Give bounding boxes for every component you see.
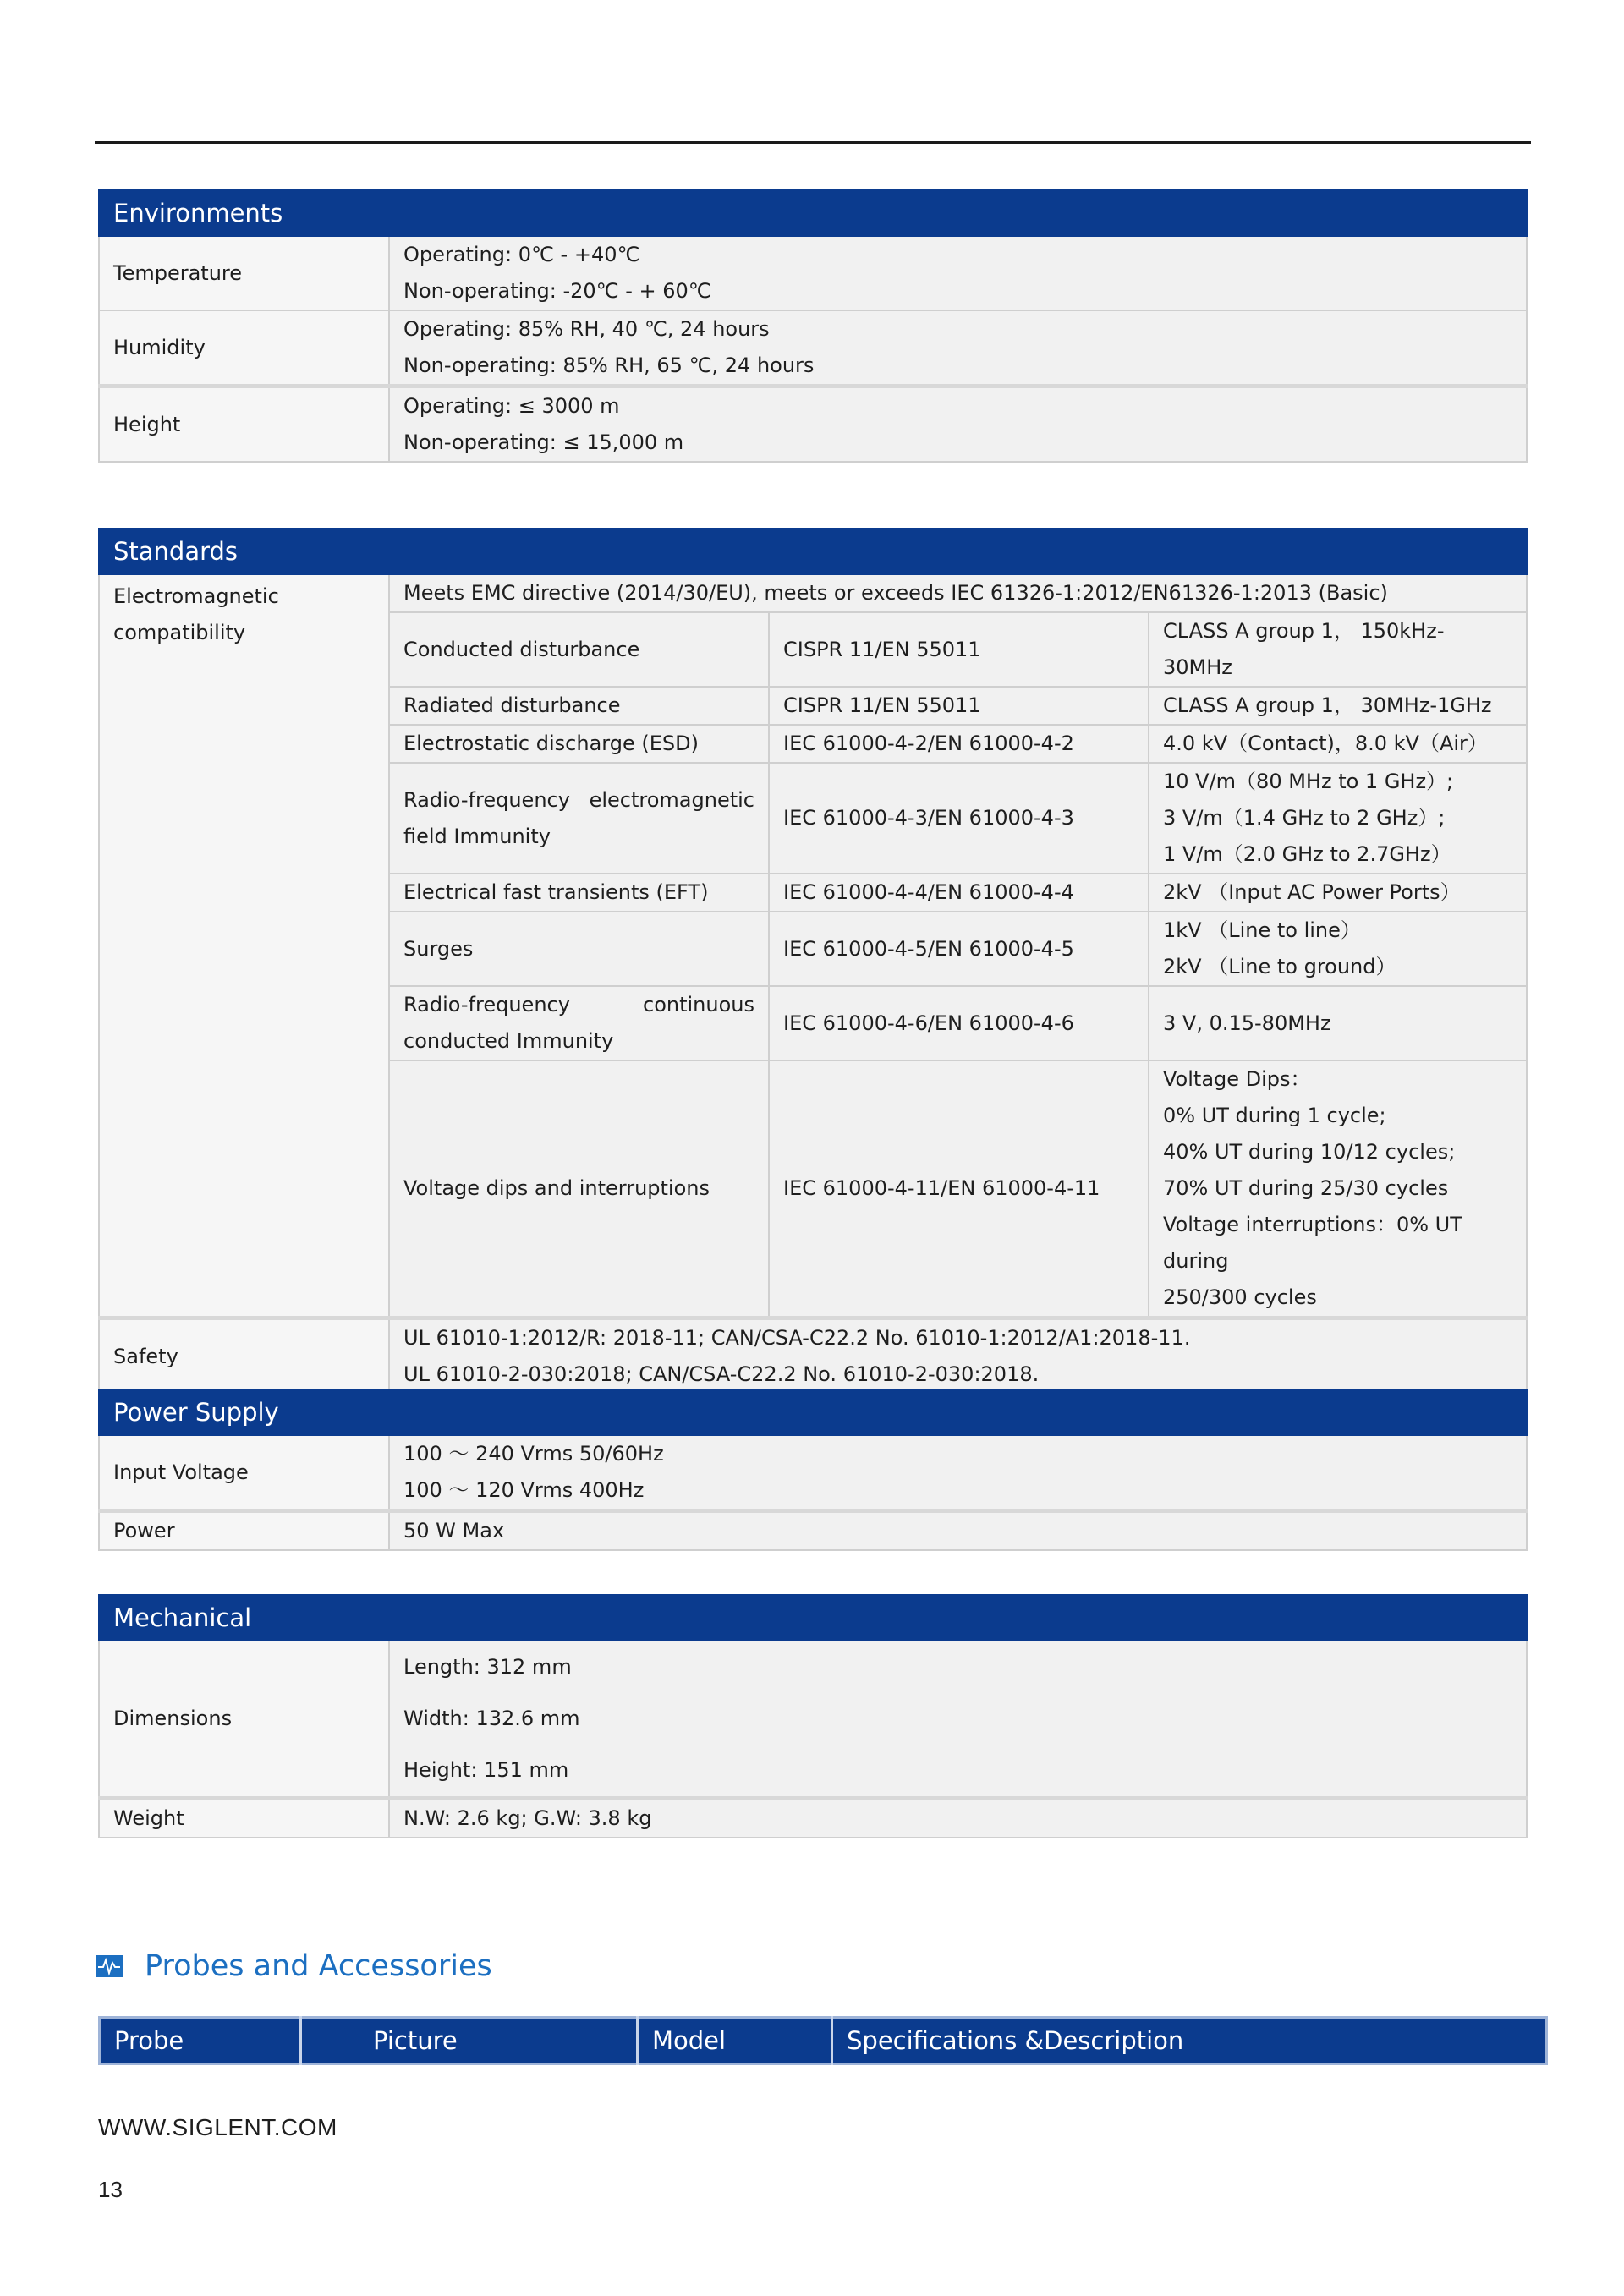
probes-title: Probes and Accessories <box>145 1949 492 1983</box>
input-voltage-label: Input Voltage <box>99 1435 389 1511</box>
humidity-value <box>389 310 1527 386</box>
emc-level <box>1149 1060 1527 1318</box>
emc-test: Surges <box>389 912 769 986</box>
emc-standard: IEC 61000-4-11/EN 61000-4-11 <box>769 1060 1149 1318</box>
emc-level-line: 250/300 cycles <box>1163 1285 1317 1309</box>
height-non-operating: Non-operating: ≤ 15,000 m <box>403 430 684 454</box>
emc-test: Electrical fast transients (EFT) <box>389 874 769 912</box>
input-voltage-line: 100 ～ 240 Vrms 50/60Hz <box>403 1442 664 1466</box>
safety-line: UL 61010-1:2012/R: 2018-11; CAN/CSA-C22.2 No. 61010-1:2012/A1:2018-11. <box>403 1326 1191 1350</box>
height-operating: Operating: ≤ 3000 m <box>403 394 620 418</box>
input-voltage-value <box>389 1435 1527 1511</box>
environments-table <box>98 189 1528 463</box>
humidity-operating: Operating: 85% RH, 40 ℃, 24 hours <box>403 317 770 341</box>
emc-test <box>389 763 769 874</box>
input-voltage-line: 100 ～ 120 Vrms 400Hz <box>403 1478 645 1502</box>
emc-level-line: 2kV （Line to ground） <box>1163 955 1396 978</box>
footer-url: WWW.SIGLENT.COM <box>98 2114 337 2140</box>
power-value: 50 W Max <box>389 1511 1527 1551</box>
temperature-label: Temperature <box>99 236 389 310</box>
page-number: 13 <box>98 2177 123 2202</box>
emc-level-line: 1 V/m（2.0 GHz to 2.7GHz） <box>1163 842 1451 866</box>
picture-column-header: Picture <box>301 2018 638 2064</box>
emc-standard: CISPR 11/EN 55011 <box>769 612 1149 687</box>
humidity-non-operating: Non-operating: 85% RH, 65 ℃, 24 hours <box>403 353 815 377</box>
probes-table <box>98 2016 1548 2065</box>
emc-standard: IEC 61000-4-5/EN 61000-4-5 <box>769 912 1149 986</box>
power-supply-table <box>98 1389 1528 1551</box>
emc-level-line: 0% UT during 1 cycle; <box>1163 1104 1386 1127</box>
emc-level: 2kV （Input AC Power Ports） <box>1149 874 1527 912</box>
emc-level-line: Voltage Dips： <box>1163 1067 1311 1091</box>
emc-level-line: 1kV （Line to line） <box>1163 918 1361 942</box>
mechanical-title: Mechanical <box>99 1595 1527 1641</box>
emc-level-line: Voltage interruptions：0% UT during <box>1163 1213 1462 1273</box>
emc-level: 4.0 kV（Contact)，8.0 kV（Air） <box>1149 725 1527 763</box>
emc-test: Electrostatic discharge (ESD) <box>389 725 769 763</box>
emc-standard: IEC 61000-4-6/EN 61000-4-6 <box>769 986 1149 1060</box>
emc-standard: IEC 61000-4-4/EN 61000-4-4 <box>769 874 1149 912</box>
mechanical-table <box>98 1594 1528 1838</box>
emc-label: Electromagnetic compatibility <box>99 574 389 1318</box>
temperature-value <box>389 236 1527 310</box>
weight-value: N.W: 2.6 kg; G.W: 3.8 kg <box>389 1799 1527 1838</box>
dimension-height: Height: 151 mm <box>403 1758 569 1782</box>
probe-column-header: Probe <box>100 2018 301 2064</box>
header-rule <box>95 141 1531 144</box>
emc-level: CLASS A group 1， 150kHz-30MHz <box>1149 612 1527 687</box>
safety-line: UL 61010-2-030:2018; CAN/CSA-C22.2 No. 61010-2-030:2018. <box>403 1362 1040 1386</box>
emc-test-line: field Immunity <box>403 824 551 848</box>
humidity-label: Humidity <box>99 310 389 386</box>
power-label: Power <box>99 1511 389 1551</box>
dimension-length: Length: 312 mm <box>403 1655 572 1679</box>
dimension-width: Width: 132.6 mm <box>403 1707 580 1730</box>
emc-standard: CISPR 11/EN 55011 <box>769 687 1149 725</box>
emc-level: 3 V, 0.15-80MHz <box>1149 986 1527 1060</box>
emc-test-line: conducted Immunity <box>403 1029 614 1053</box>
specifications-column-header: Specifications &Description <box>832 2018 1547 2064</box>
standards-table <box>98 528 1528 1395</box>
emc-level <box>1149 763 1527 874</box>
emc-test-line: Radio-frequency electromagnetic <box>403 787 754 812</box>
weight-label: Weight <box>99 1799 389 1838</box>
safety-label: Safety <box>99 1318 389 1395</box>
emc-intro: Meets EMC directive (2014/30/EU), meets or exceeds IEC 61326-1:2012/EN61326-1:2013 (Basic) <box>389 574 1527 612</box>
emc-test-line: Radio-frequency continuous <box>403 993 754 1016</box>
safety-value <box>389 1318 1527 1395</box>
power-supply-title: Power Supply <box>99 1389 1527 1435</box>
dimensions-value <box>389 1641 1527 1799</box>
emc-standard: IEC 61000-4-3/EN 61000-4-3 <box>769 763 1149 874</box>
emc-level: CLASS A group 1， 30MHz-1GHz <box>1149 687 1527 725</box>
temperature-operating: Operating: 0℃ - +40℃ <box>403 243 640 266</box>
standards-title: Standards <box>99 529 1527 574</box>
emc-level-line: 10 V/m（80 MHz to 1 GHz）; <box>1163 770 1454 793</box>
emc-level-line: 40% UT during 10/12 cycles; <box>1163 1140 1456 1164</box>
emc-test: Conducted disturbance <box>389 612 769 687</box>
model-column-header: Model <box>638 2018 832 2064</box>
emc-level-line: 3 V/m（1.4 GHz to 2 GHz）; <box>1163 806 1446 830</box>
temperature-non-operating: Non-operating: -20℃ - + 60℃ <box>403 279 711 303</box>
emc-level-line: 70% UT during 25/30 cycles <box>1163 1176 1449 1200</box>
emc-test: Radiated disturbance <box>389 687 769 725</box>
height-label: Height <box>99 386 389 463</box>
emc-test: Voltage dips and interruptions <box>389 1060 769 1318</box>
waveform-icon <box>96 1955 123 1977</box>
emc-test <box>389 986 769 1060</box>
emc-level <box>1149 912 1527 986</box>
probes-heading <box>96 1945 492 1987</box>
environments-title: Environments <box>99 190 1527 236</box>
height-value <box>389 386 1527 463</box>
emc-standard: IEC 61000-4-2/EN 61000-4-2 <box>769 725 1149 763</box>
dimensions-label: Dimensions <box>99 1641 389 1799</box>
